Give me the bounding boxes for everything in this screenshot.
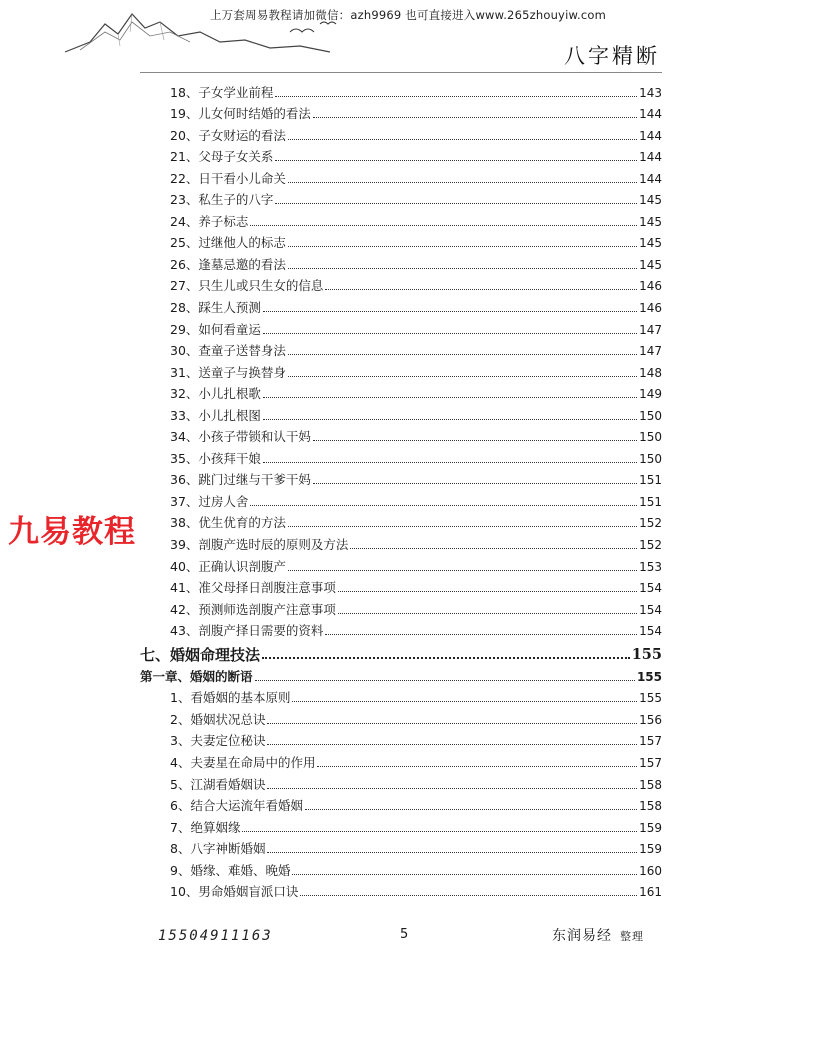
toc-part-heading bbox=[140, 662, 662, 684]
toc-leader-dots bbox=[317, 765, 637, 767]
toc-entry-label: 33、小儿扎根图 bbox=[170, 407, 261, 423]
toc-entry-page: 146 bbox=[639, 279, 662, 294]
toc-entry bbox=[140, 835, 662, 857]
toc-entry bbox=[140, 229, 662, 251]
toc-chapter-label: 七、婚姻命理技法 bbox=[140, 646, 261, 665]
toc-entry-page: 143 bbox=[639, 85, 662, 100]
toc-entry-page: 159 bbox=[639, 820, 662, 835]
toc-leader-dots bbox=[267, 851, 637, 853]
footer-organization bbox=[552, 925, 644, 945]
toc-entry-label: 25、过继他人的标志 bbox=[170, 235, 286, 251]
toc-entry-label: 3、夫妻定位秘诀 bbox=[170, 733, 266, 749]
toc-entry-page: 150 bbox=[639, 430, 662, 445]
toc-leader-dots bbox=[267, 743, 637, 745]
toc-entry-label: 43、剖腹产择日需要的资料 bbox=[170, 623, 324, 639]
toc-leader-dots bbox=[300, 894, 637, 896]
toc-leader-dots bbox=[262, 656, 630, 659]
toc-leader-dots bbox=[313, 439, 637, 441]
toc-entry-page: 159 bbox=[639, 842, 662, 857]
toc-entry bbox=[140, 337, 662, 359]
toc-leader-dots bbox=[263, 418, 637, 420]
toc-leader-dots bbox=[288, 353, 637, 355]
toc-entry bbox=[140, 552, 662, 574]
toc-leader-dots bbox=[275, 202, 637, 204]
toc-entry-label: 32、小儿扎根歌 bbox=[170, 386, 261, 402]
toc-entry bbox=[140, 684, 662, 706]
toc-entry bbox=[140, 727, 662, 749]
toc-entry bbox=[140, 595, 662, 617]
toc-entry-page: 144 bbox=[639, 171, 662, 186]
toc-entry bbox=[140, 574, 662, 596]
toc-entry bbox=[140, 293, 662, 315]
toc-entry-page: 157 bbox=[639, 734, 662, 749]
toc-entry-page: 152 bbox=[639, 538, 662, 553]
toc-entry-label: 21、父母子女关系 bbox=[170, 149, 274, 165]
toc-entry-label: 30、查童子送替身法 bbox=[170, 343, 286, 359]
toc-leader-dots bbox=[275, 95, 637, 97]
toc-entry bbox=[140, 164, 662, 186]
toc-leader-dots bbox=[275, 159, 637, 161]
toc-leader-dots bbox=[313, 482, 637, 484]
toc-entry-page: 144 bbox=[639, 150, 662, 165]
mountain-ink-illustration bbox=[60, 2, 370, 62]
toc-leader-dots bbox=[288, 525, 637, 527]
toc-leader-dots bbox=[288, 245, 637, 247]
toc-leader-dots bbox=[250, 224, 637, 226]
toc-entry-page: 154 bbox=[639, 602, 662, 617]
header-title: 八字精断 bbox=[564, 44, 660, 68]
toc-entry-page: 156 bbox=[639, 712, 662, 727]
toc-entry-page: 145 bbox=[639, 257, 662, 272]
toc-leader-dots bbox=[292, 700, 637, 702]
toc-leader-dots bbox=[313, 116, 637, 118]
toc-entry-label: 8、八字神断婚姻 bbox=[170, 841, 266, 857]
toc-entry-label: 4、夫妻星在命局中的作用 bbox=[170, 754, 316, 770]
toc-leader-dots bbox=[288, 569, 637, 571]
toc-entry-label: 20、子女财运的看法 bbox=[170, 127, 286, 143]
toc-leader-dots bbox=[255, 679, 635, 681]
toc-entry-label: 19、儿女何时结婚的看法 bbox=[170, 106, 311, 122]
toc-entry-page: 150 bbox=[639, 451, 662, 466]
toc-chapter-page: 155 bbox=[631, 646, 662, 664]
header-divider bbox=[140, 72, 662, 73]
toc-entry bbox=[140, 792, 662, 814]
toc-leader-dots bbox=[325, 288, 637, 290]
toc-leader-dots bbox=[288, 375, 637, 377]
toc-entry-page: 148 bbox=[639, 365, 662, 380]
toc-entry-label: 2、婚姻状况总诀 bbox=[170, 711, 266, 727]
toc-entry bbox=[140, 856, 662, 878]
toc-part-label: 第一章、婚姻的断语 bbox=[140, 668, 253, 684]
side-watermark-logo: 九易教程 bbox=[8, 514, 136, 550]
footer-org-name: 东润易经 bbox=[552, 928, 612, 944]
toc-entry bbox=[140, 705, 662, 727]
toc-leader-dots bbox=[242, 830, 637, 832]
toc-entry bbox=[140, 358, 662, 380]
toc-entry-label: 40、正确认识剖腹产 bbox=[170, 558, 286, 574]
toc-entry-page: 154 bbox=[639, 624, 662, 639]
toc-entry-label: 7、绝算姻缘 bbox=[170, 819, 241, 835]
toc-entry-label: 26、逢墓忌邀的看法 bbox=[170, 256, 286, 272]
toc-entry-label: 28、踩生人预测 bbox=[170, 300, 261, 316]
top-watermark-text: 上万套周易教程请加微信：azh9969 也可直接进入www.265zhouyiw.com bbox=[209, 8, 607, 22]
toc-entry-label: 31、送童子与换替身 bbox=[170, 364, 286, 380]
toc-entry bbox=[140, 121, 662, 143]
toc-part-page: 155 bbox=[636, 669, 662, 684]
toc-leader-dots bbox=[267, 722, 637, 724]
toc-entry-page: 157 bbox=[639, 755, 662, 770]
toc-entry-page: 155 bbox=[639, 691, 662, 706]
toc-entry bbox=[140, 770, 662, 792]
toc-entry-page: 147 bbox=[639, 322, 662, 337]
toc-entry-page: 154 bbox=[639, 581, 662, 596]
toc-leader-dots bbox=[288, 181, 637, 183]
toc-entry-page: 150 bbox=[639, 408, 662, 423]
toc-chapter-heading bbox=[140, 638, 662, 665]
toc-leader-dots bbox=[267, 787, 637, 789]
toc-entry-label: 34、小孩子带锁和认干妈 bbox=[170, 429, 311, 445]
toc-entry-page: 145 bbox=[639, 193, 662, 208]
table-of-contents bbox=[140, 78, 662, 899]
toc-leader-dots bbox=[325, 633, 637, 635]
toc-entry-page: 146 bbox=[639, 301, 662, 316]
toc-leader-dots bbox=[288, 138, 637, 140]
toc-leader-dots bbox=[292, 873, 637, 875]
toc-entry-label: 1、看婚姻的基本原则 bbox=[170, 690, 291, 706]
toc-entry-page: 149 bbox=[639, 387, 662, 402]
toc-entry bbox=[140, 466, 662, 488]
toc-entry-page: 145 bbox=[639, 236, 662, 251]
toc-entry-label: 36、跳门过继与干爹干妈 bbox=[170, 472, 311, 488]
toc-entry-page: 153 bbox=[639, 559, 662, 574]
toc-entry bbox=[140, 401, 662, 423]
toc-entry bbox=[140, 878, 662, 900]
toc-entry bbox=[140, 617, 662, 639]
toc-entry bbox=[140, 748, 662, 770]
toc-entry-label: 39、剖腹产选时辰的原则及方法 bbox=[170, 537, 349, 553]
toc-entry-label: 6、结合大运流年看婚姻 bbox=[170, 798, 303, 814]
toc-leader-dots bbox=[263, 396, 637, 398]
footer-phone-number: 15504911163 bbox=[158, 928, 273, 944]
toc-entry bbox=[140, 272, 662, 294]
toc-entry-label: 41、准父母择日剖腹注意事项 bbox=[170, 580, 336, 596]
toc-entry-page: 160 bbox=[639, 863, 662, 878]
toc-entry-label: 35、小孩拜干娘 bbox=[170, 450, 261, 466]
toc-entry bbox=[140, 509, 662, 531]
toc-entry-page: 151 bbox=[639, 494, 662, 509]
toc-leader-dots bbox=[288, 267, 637, 269]
toc-entry bbox=[140, 186, 662, 208]
toc-entry-label: 29、如何看童运 bbox=[170, 321, 261, 337]
toc-entry-label: 23、私生子的八字 bbox=[170, 192, 274, 208]
toc-entry-page: 152 bbox=[639, 516, 662, 531]
toc-entry-label: 38、优生优育的方法 bbox=[170, 515, 286, 531]
toc-entry-label: 22、日干看小儿命关 bbox=[170, 170, 286, 186]
toc-entry-label: 27、只生儿或只生女的信息 bbox=[170, 278, 324, 294]
toc-entry-page: 147 bbox=[639, 344, 662, 359]
toc-leader-dots bbox=[250, 504, 637, 506]
toc-entry-label: 10、男命婚姻盲派口诀 bbox=[170, 884, 299, 900]
toc-entry-page: 144 bbox=[639, 107, 662, 122]
toc-entry-page: 158 bbox=[639, 777, 662, 792]
toc-leader-dots bbox=[338, 590, 637, 592]
toc-entry bbox=[140, 423, 662, 445]
toc-entry bbox=[140, 315, 662, 337]
footer-page-number: 5 bbox=[400, 927, 409, 942]
toc-leader-dots bbox=[263, 310, 637, 312]
toc-leader-dots bbox=[263, 332, 637, 334]
toc-entry-label: 18、子女学业前程 bbox=[170, 84, 274, 100]
toc-entry-page: 161 bbox=[639, 885, 662, 900]
toc-entry bbox=[140, 78, 662, 100]
toc-entry bbox=[140, 100, 662, 122]
toc-entry-label: 5、江湖看婚姻诀 bbox=[170, 776, 266, 792]
toc-list-children bbox=[140, 78, 662, 638]
footer-org-suffix: 整理 bbox=[620, 930, 644, 943]
toc-leader-dots bbox=[350, 547, 637, 549]
toc-entry bbox=[140, 207, 662, 229]
toc-entry bbox=[140, 444, 662, 466]
toc-entry-page: 145 bbox=[639, 214, 662, 229]
toc-entry-page: 158 bbox=[639, 799, 662, 814]
toc-entry-label: 24、养子标志 bbox=[170, 213, 249, 229]
toc-entry bbox=[140, 530, 662, 552]
toc-entry-page: 151 bbox=[639, 473, 662, 488]
toc-entry-label: 9、婚缘、难婚、晚婚 bbox=[170, 862, 291, 878]
toc-entry bbox=[140, 380, 662, 402]
toc-leader-dots bbox=[263, 461, 637, 463]
toc-leader-dots bbox=[305, 808, 637, 810]
toc-list-marriage bbox=[140, 684, 662, 899]
toc-entry bbox=[140, 143, 662, 165]
toc-entry bbox=[140, 813, 662, 835]
toc-entry-label: 37、过房人舍 bbox=[170, 493, 249, 509]
toc-entry bbox=[140, 487, 662, 509]
toc-entry bbox=[140, 250, 662, 272]
toc-entry-page: 144 bbox=[639, 128, 662, 143]
toc-entry-label: 42、预测师选剖腹产注意事项 bbox=[170, 601, 336, 617]
toc-leader-dots bbox=[338, 612, 637, 614]
